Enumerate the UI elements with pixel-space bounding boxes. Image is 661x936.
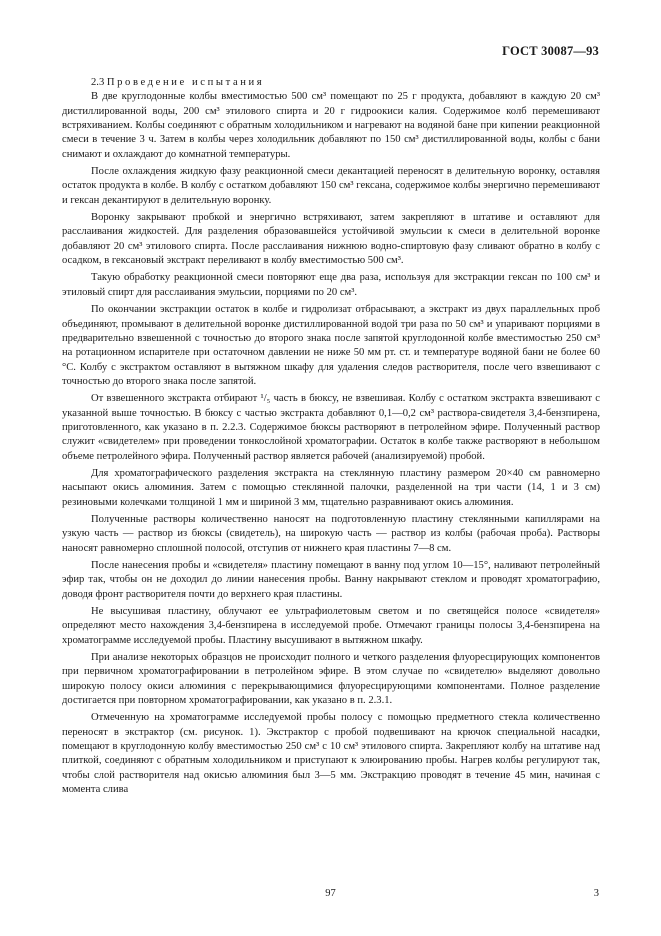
paragraph: После нанесения пробы и «свидетеля» пластину помещают в ванну под углом 10—15°, наливают петролейный эфир так, чтобы он не доходил до линии нанесения пробы. Ванну накрывают стеклом и проводят хроматографию, доводя фронт растворителя почти до верхнего края пластины. (62, 560, 600, 600)
paragraph: Воронку закрывают пробкой и энергично встряхивают, затем закрепляют в штативе и оставляют для расслаивания жидкостей. Для разделения образовавшейся устойчивой эмульсии к смеси в делительной воронке добавляют 20 см³ этилового спирта. После расслаивания нижнюю водно-спиртовую фазу сливают обратно в колбу с осадком, в гексановый экстракт переливают в колбу вместимостью 500 см³. (62, 212, 600, 267)
paragraph: В две круглодонные колбы вместимостью 500 см³ помещают по 25 г продукта, добавляют в каждую 20 см³ дистиллированной воды, 200 см³ этилового спирта и 20 г гидроокиси калия. Содержимое колб перемешивают встряхиванием. Колбы соединяют с обратным холодильником и нагревают на водяной бане при кипении реакционной смеси в течение 3 ч. Затем в колбы через холодильник добавляют по 150 см³ дистиллированной воды, колбы с бани снимают и охлаждают до комнатной температуры. (62, 91, 600, 160)
paragraph: Такую обработку реакционной смеси повторяют еще два раза, используя для экстракции гексан по 100 см³ и этиловый спирт для расслаивания эмульсии, порциями по 20 см³. (62, 272, 600, 298)
paragraph: При анализе некоторых образцов не происходит полного и четкого разделения флуоресцирующих компонентов при первичном хроматографировании в петролейном эфире. В этом случае по «свидетелю» выделяют довольно широкую полосу окиси алюминия с перекрывающимися флуоресцирующими компонентами. Полное разделение достигается при повторном хроматографировании, как указано в п. 2.3.1. (62, 652, 600, 707)
paragraph: От взвешенного экстракта отбирают ¹/₅ часть в бюксу, не взвешивая. Колбу с остатком экстракта взвешивают с указанной выше точностью. В бюксу с частью экстракта добавляют 0,1—0,2 см³ раствора-свидетеля 3,4-бензпирена, приготовленного, как указано в п. 2.2.3. Содержимое бюксы растворяют в петролейном эфире. Полученный раствор служит «свидетелем» при проведении тонкослойной хроматографии. Остаток в колбе также растворяют в небольшом объеме петролейного эфира. Полученный раствор является рабочей (анализируемой) пробой. (62, 393, 600, 462)
document-code: ГОСТ 30087—93 (502, 44, 599, 58)
paragraph: Не высушивая пластину, облучают ее ультрафиолетовым светом и по светящейся полосе «свидетеля» определяют место нахождения 3,4-бензпирена в исследуемой пробе. Отмечают границы полосы 3,4-бензпирена на хроматограмме исследуемой пробы. Пластину высушивают в вытяжном шкафу. (62, 606, 600, 646)
section-number: 2.3 (91, 77, 105, 88)
sheet-number: 3 (593, 888, 599, 899)
section-heading (62, 76, 600, 90)
paragraph: Для хроматографического разделения экстракта на стеклянную пластину размером 20×40 см равномерно насыпают окись алюминия. Затем с помощью стеклянной палочки, разделенной на три части (14, 1 и 3 см) резиновыми колечками толщиной 1 мм и шириной 3 мм, тщательно разравнивают окись алюминия. (62, 467, 600, 508)
page-number: 97 (325, 888, 336, 899)
document-body (62, 76, 600, 801)
paragraph: Отмеченную на хроматограмме исследуемой пробы полосу с помощью предметного стекла количественно переносят в экстрактор (см. рисунок. 1). Экстрактор с пробой подвешивают на крючок специальной насадки, помещают в круглодонную колбу вместимостью 250 см³ с 10 см³ этилового спирта. Закрепляют колбу на штативе над плиткой, соединяют с обратным холодильником и приступают к элюированию пробы. Нагрев колбы регулируют так, чтобы слой растворителя над окисью алюминия был 3—5 мм. Экстракцию проводят в течение 45 мин, начиная с момента слива (62, 712, 600, 796)
paragraph: Полученные растворы количественно наносят на подготовленную пластину стеклянными капиллярами на узкую часть — раствор из бюксы (свидетель), на широкую часть — раствор из колбы (рабочая проба). Растворы наносят равномерно сплошной полосой, отступив от нижнего края пластины 7—8 см. (62, 513, 600, 554)
paragraph: После охлаждения жидкую фазу реакционной смеси декантацией переносят в делительную воронку, оставляя остаток продукта в колбе. В колбу с остатком добавляют 150 см³ гексана, содержимое колбы энергично перемешивают и гексан декантируют в делительную воронку. (62, 166, 600, 206)
section-title: Проведение испытания (106, 77, 265, 88)
paragraph: По окончании экстракции остаток в колбе и гидролизат отбрасывают, а экстракт из двух параллельных проб объединяют, промывают в делительной воронке дистиллированной водой три раза по 50 см³ и упаривают порциями в предварительно взвешенной с точностью до второго знака после запятой круглодонной колбе вместимостью 250 см³ на ротационном испарителе при остаточном давлении не ниже 50 мм рт. ст. и температуре водяной бани не более 60 °С. Колбу с экстрактом оставляют в вытяжном шкафу для удаления следов растворителя, после чего взвешивают с точностью до второго знака после запятой. (62, 304, 600, 387)
